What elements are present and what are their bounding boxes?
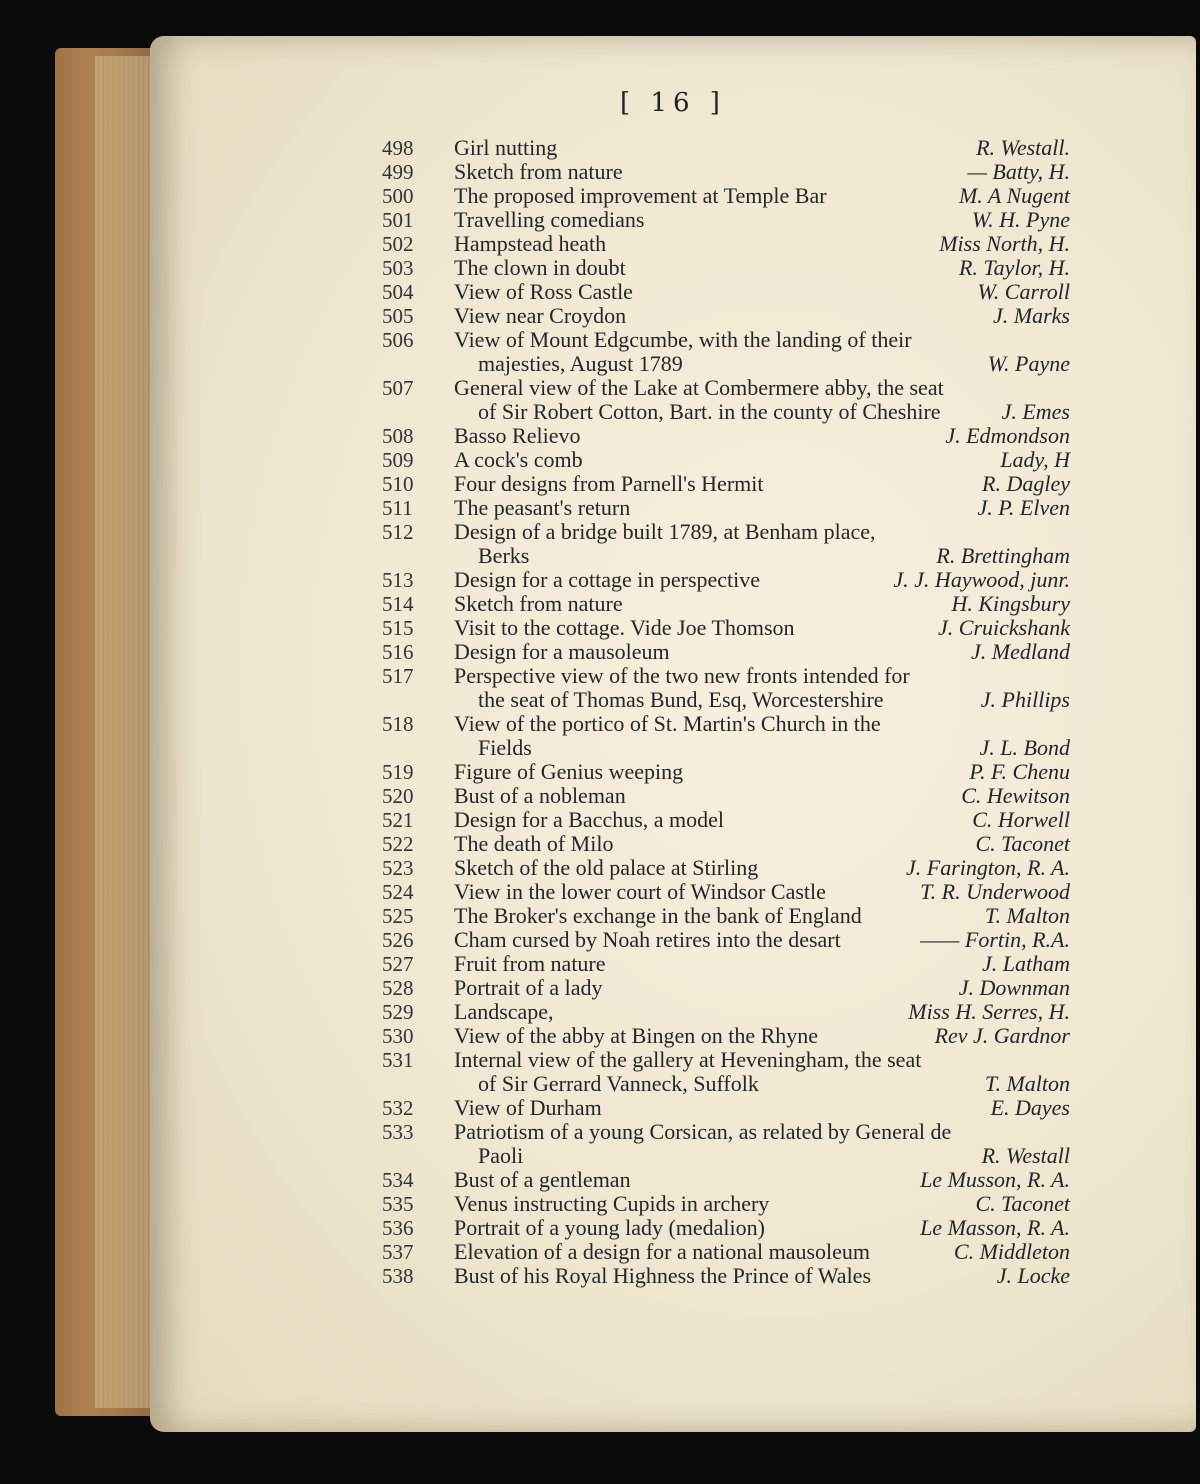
entry-title: Visit to the cottage. Vide Joe Thomson <box>454 615 795 640</box>
catalogue-entry <box>230 1096 1070 1120</box>
entry-title: Design of a bridge built 1789, at Benham place, <box>454 519 876 544</box>
entry-line <box>230 1240 1070 1264</box>
catalogue-entry <box>230 640 1070 664</box>
catalogue-entry <box>230 160 1070 184</box>
entry-line <box>230 640 1070 664</box>
entry-artist: C. Taconet <box>975 1191 1070 1216</box>
entry-artist: M. A Nugent <box>958 183 1070 208</box>
entry-artist: C. Middleton <box>953 1239 1070 1264</box>
catalogue-list <box>230 136 1070 1288</box>
entry-line <box>230 520 1070 544</box>
entry-line <box>230 424 1070 448</box>
entry-line <box>230 1000 1070 1024</box>
entry-artist: J. Latham <box>982 951 1070 976</box>
entry-line <box>230 352 1070 376</box>
entry-title: Perspective view of the two new fronts intended for <box>454 663 910 688</box>
catalogue-entry <box>230 256 1070 280</box>
entry-artist: Miss H. Serres, H. <box>908 999 1070 1024</box>
entry-artist: W. H. Pyne <box>971 207 1070 232</box>
catalogue-entry <box>230 784 1070 808</box>
entry-number: 511 <box>382 496 413 520</box>
catalogue-entry <box>230 760 1070 784</box>
entry-title: The death of Milo <box>454 831 614 856</box>
entry-line <box>230 184 1070 208</box>
entry-artist: R. Westall <box>981 1143 1070 1168</box>
entry-title: Hampstead heath <box>454 231 607 256</box>
catalogue-entry <box>230 280 1070 304</box>
entry-number: 502 <box>382 232 414 256</box>
entry-line <box>230 1072 1070 1096</box>
entry-artist: Miss North, H. <box>939 231 1070 256</box>
entry-line <box>230 880 1070 904</box>
catalogue-entry <box>230 976 1070 1000</box>
entry-number: 531 <box>382 1048 414 1072</box>
entry-artist: J. P. Elven <box>977 495 1070 520</box>
entry-title: View of Mount Edgcumbe, with the landing of their <box>454 327 912 352</box>
entry-line <box>230 472 1070 496</box>
entry-title: Girl nutting <box>454 135 558 160</box>
entry-artist: —— Fortin, R.A. <box>920 927 1070 952</box>
entry-number: 530 <box>382 1024 414 1048</box>
entry-title: Bust of his Royal Highness the Prince of Wales <box>454 1263 872 1288</box>
entry-artist: T. R. Underwood <box>920 879 1070 904</box>
entry-artist: J. J. Haywood, junr. <box>893 567 1070 592</box>
entry-title: The Broker's exchange in the bank of England <box>454 903 862 928</box>
catalogue-entry <box>230 712 1070 760</box>
catalogue-entry <box>230 328 1070 376</box>
entry-artist: E. Dayes <box>990 1095 1070 1120</box>
entry-line <box>230 1192 1070 1216</box>
entry-line <box>230 808 1070 832</box>
catalogue-entry <box>230 856 1070 880</box>
catalogue-entry <box>230 808 1070 832</box>
entry-line <box>230 376 1070 400</box>
entry-line <box>230 712 1070 736</box>
catalogue-entry <box>230 184 1070 208</box>
entry-line <box>230 568 1070 592</box>
entry-artist: J. Cruickshank <box>938 615 1070 640</box>
entry-artist: R. Westall. <box>976 135 1070 160</box>
entry-number: 537 <box>382 1240 414 1264</box>
catalogue-entry <box>230 232 1070 256</box>
entry-artist: J. L. Bond <box>979 735 1070 760</box>
entry-artist: J. Downman <box>958 975 1070 1000</box>
entry-number: 516 <box>382 640 414 664</box>
entry-line <box>230 328 1070 352</box>
entry-line <box>230 976 1070 1000</box>
entry-number: 515 <box>382 616 414 640</box>
entry-artist: J. Locke <box>996 1263 1070 1288</box>
entry-line <box>230 1216 1070 1240</box>
entry-artist: C. Taconet <box>975 831 1070 856</box>
entry-title: Fields <box>478 735 532 760</box>
catalogue-entry <box>230 472 1070 496</box>
entry-title: View of Durham <box>454 1095 602 1120</box>
entry-title: Sketch from nature <box>454 159 623 184</box>
catalogue-entry <box>230 448 1070 472</box>
entry-number: 535 <box>382 1192 414 1216</box>
entry-line <box>230 1264 1070 1288</box>
entry-title: Sketch of the old palace at Stirling <box>454 855 759 880</box>
entry-line <box>230 904 1070 928</box>
entry-number: 536 <box>382 1216 414 1240</box>
entry-line <box>230 1168 1070 1192</box>
entry-line <box>230 280 1070 304</box>
entry-number: 538 <box>382 1264 414 1288</box>
book-page-edges <box>55 48 163 1416</box>
entry-artist: P. F. Chenu <box>969 759 1070 784</box>
catalogue-entry <box>230 952 1070 976</box>
entry-number: 504 <box>382 280 414 304</box>
entry-number: 501 <box>382 208 414 232</box>
entry-title: Berks <box>478 543 530 568</box>
entry-title: Cham cursed by Noah retires into the desart <box>454 927 841 952</box>
entry-number: 525 <box>382 904 414 928</box>
entry-line <box>230 160 1070 184</box>
catalogue-entry <box>230 904 1070 928</box>
entry-number: 528 <box>382 976 414 1000</box>
catalogue-entry <box>230 1216 1070 1240</box>
catalogue-entry <box>230 568 1070 592</box>
entry-number: 509 <box>382 448 414 472</box>
entry-line <box>230 688 1070 712</box>
entry-line <box>230 664 1070 688</box>
entry-artist: T. Malton <box>984 903 1070 928</box>
entry-artist: W. Payne <box>987 351 1070 376</box>
entry-title: General view of the Lake at Combermere abby, the seat <box>454 375 944 400</box>
entry-line <box>230 592 1070 616</box>
entry-number: 526 <box>382 928 414 952</box>
entry-title: View of the abby at Bingen on the Rhyne <box>454 1023 819 1048</box>
entry-title: Four designs from Parnell's Hermit <box>454 471 764 496</box>
entry-artist: R. Taylor, H. <box>958 255 1070 280</box>
entry-artist: H. Kingsbury <box>951 591 1070 616</box>
entry-title: View in the lower court of Windsor Castle <box>454 879 826 904</box>
catalogue-entry <box>230 664 1070 712</box>
entry-artist: Le Musson, R. A. <box>920 1167 1070 1192</box>
catalogue-entry <box>230 424 1070 448</box>
entry-artist: R. Dagley <box>982 471 1070 496</box>
entry-number: 518 <box>382 712 414 736</box>
entry-title: of Sir Robert Cotton, Bart. in the county of Cheshire <box>478 399 941 424</box>
entry-line <box>230 304 1070 328</box>
entry-line <box>230 1096 1070 1120</box>
entry-line <box>230 1144 1070 1168</box>
entry-title: The peasant's return <box>454 495 631 520</box>
entry-line <box>230 544 1070 568</box>
entry-title: View of the portico of St. Martin's Church in the <box>454 711 881 736</box>
entry-number: 500 <box>382 184 414 208</box>
catalogue-entry <box>230 1192 1070 1216</box>
entry-title: Travelling comedians <box>454 207 645 232</box>
entry-number: 510 <box>382 472 414 496</box>
catalogue-entry <box>230 1048 1070 1096</box>
entry-number: 529 <box>382 1000 414 1024</box>
entry-number: 532 <box>382 1096 414 1120</box>
catalogue-entry <box>230 832 1070 856</box>
entry-line <box>230 856 1070 880</box>
catalogue-entry <box>230 376 1070 424</box>
entry-title: Elevation of a design for a national mausoleum <box>454 1239 871 1264</box>
catalogue-entry <box>230 592 1070 616</box>
entry-artist: — Batty, H. <box>967 159 1070 184</box>
entry-title: A cock's comb <box>454 447 583 472</box>
entry-title: View of Ross Castle <box>454 279 633 304</box>
entry-number: 519 <box>382 760 414 784</box>
entry-number: 506 <box>382 328 414 352</box>
entry-title: the seat of Thomas Bund, Esq, Worcestershire <box>478 687 884 712</box>
entry-line <box>230 952 1070 976</box>
entry-number: 527 <box>382 952 414 976</box>
entry-title: Internal view of the gallery at Heveningham, the seat <box>454 1047 922 1072</box>
entry-line <box>230 448 1070 472</box>
catalogue-entry <box>230 1264 1070 1288</box>
entry-number: 534 <box>382 1168 414 1192</box>
entry-line <box>230 616 1070 640</box>
entry-title: Portrait of a lady <box>454 975 603 1000</box>
entry-number: 521 <box>382 808 414 832</box>
entry-artist: Rev J. Gardnor <box>934 1023 1070 1048</box>
entry-number: 523 <box>382 856 414 880</box>
entry-artist: Le Masson, R. A. <box>920 1215 1070 1240</box>
catalogue-entry <box>230 496 1070 520</box>
entry-artist: R. Brettingham <box>936 543 1070 568</box>
catalogue-entry <box>230 1000 1070 1024</box>
entry-line <box>230 496 1070 520</box>
entry-line <box>230 832 1070 856</box>
entry-artist: J. Marks <box>993 303 1070 328</box>
entry-title: Sketch from nature <box>454 591 623 616</box>
entry-line <box>230 784 1070 808</box>
entry-number: 520 <box>382 784 414 808</box>
entry-artist: J. Farington, R. A. <box>906 855 1070 880</box>
entry-title: of Sir Gerrard Vanneck, Suffolk <box>478 1071 759 1096</box>
entry-title: Bust of a gentleman <box>454 1167 631 1192</box>
entry-title: Basso Relievo <box>454 423 581 448</box>
catalogue-entry <box>230 208 1070 232</box>
entry-number: 503 <box>382 256 414 280</box>
entry-number: 499 <box>382 160 414 184</box>
entry-number: 522 <box>382 832 414 856</box>
entry-number: 533 <box>382 1120 414 1144</box>
entry-artist: C. Horwell <box>972 807 1070 832</box>
entry-line <box>230 208 1070 232</box>
entry-number: 508 <box>382 424 414 448</box>
catalogue-entry <box>230 880 1070 904</box>
catalogue-entry <box>230 1168 1070 1192</box>
catalogue-entry <box>230 520 1070 568</box>
entry-line <box>230 400 1070 424</box>
entry-artist: W. Carroll <box>977 279 1070 304</box>
page-number: [ 16 ] <box>620 88 726 118</box>
entry-title: Patriotism of a young Corsican, as related by General de <box>454 1119 952 1144</box>
entry-title: View near Croydon <box>454 303 627 328</box>
entry-title: The clown in doubt <box>454 255 626 280</box>
entry-number: 505 <box>382 304 414 328</box>
entry-artist: C. Hewitson <box>961 783 1070 808</box>
catalogue-entry <box>230 1024 1070 1048</box>
entry-title: The proposed improvement at Temple Bar <box>454 183 827 208</box>
entry-line <box>230 1048 1070 1072</box>
entry-line <box>230 1024 1070 1048</box>
entry-number: 512 <box>382 520 414 544</box>
entry-line <box>230 1120 1070 1144</box>
entry-title: Fruit from nature <box>454 951 606 976</box>
entry-line <box>230 256 1070 280</box>
entry-title: Design for a cottage in perspective <box>454 567 761 592</box>
entry-title: Bust of a nobleman <box>454 783 626 808</box>
entry-number: 513 <box>382 568 414 592</box>
entry-title: Portrait of a young lady (medalion) <box>454 1215 765 1240</box>
entry-artist: J. Medland <box>971 639 1070 664</box>
entry-artist: J. Edmondson <box>945 423 1070 448</box>
catalogue-entry <box>230 1120 1070 1168</box>
entry-number: 507 <box>382 376 414 400</box>
entry-title: Design for a Bacchus, a model <box>454 807 725 832</box>
entry-title: Paoli <box>478 1143 524 1168</box>
entry-artist: J. Emes <box>1001 399 1070 424</box>
entry-title: Venus instructing Cupids in archery <box>454 1191 770 1216</box>
entry-title: Figure of Genius weeping <box>454 759 684 784</box>
catalogue-entry <box>230 1240 1070 1264</box>
entry-line <box>230 736 1070 760</box>
catalogue-entry <box>230 304 1070 328</box>
entry-title: majesties, August 1789 <box>478 351 683 376</box>
catalogue-entry <box>230 616 1070 640</box>
entry-line <box>230 136 1070 160</box>
catalogue-entry <box>230 928 1070 952</box>
entry-title: Design for a mausoleum <box>454 639 670 664</box>
entry-title: Landscape, <box>454 999 554 1024</box>
entry-line <box>230 760 1070 784</box>
entry-number: 517 <box>382 664 414 688</box>
entry-artist: Lady, H <box>1000 447 1070 472</box>
catalogue-entry <box>230 136 1070 160</box>
entry-artist: J. Phillips <box>980 687 1070 712</box>
entry-line <box>230 232 1070 256</box>
entry-number: 514 <box>382 592 414 616</box>
entry-artist: T. Malton <box>984 1071 1070 1096</box>
entry-line <box>230 928 1070 952</box>
entry-number: 524 <box>382 880 414 904</box>
entry-number: 498 <box>382 136 414 160</box>
